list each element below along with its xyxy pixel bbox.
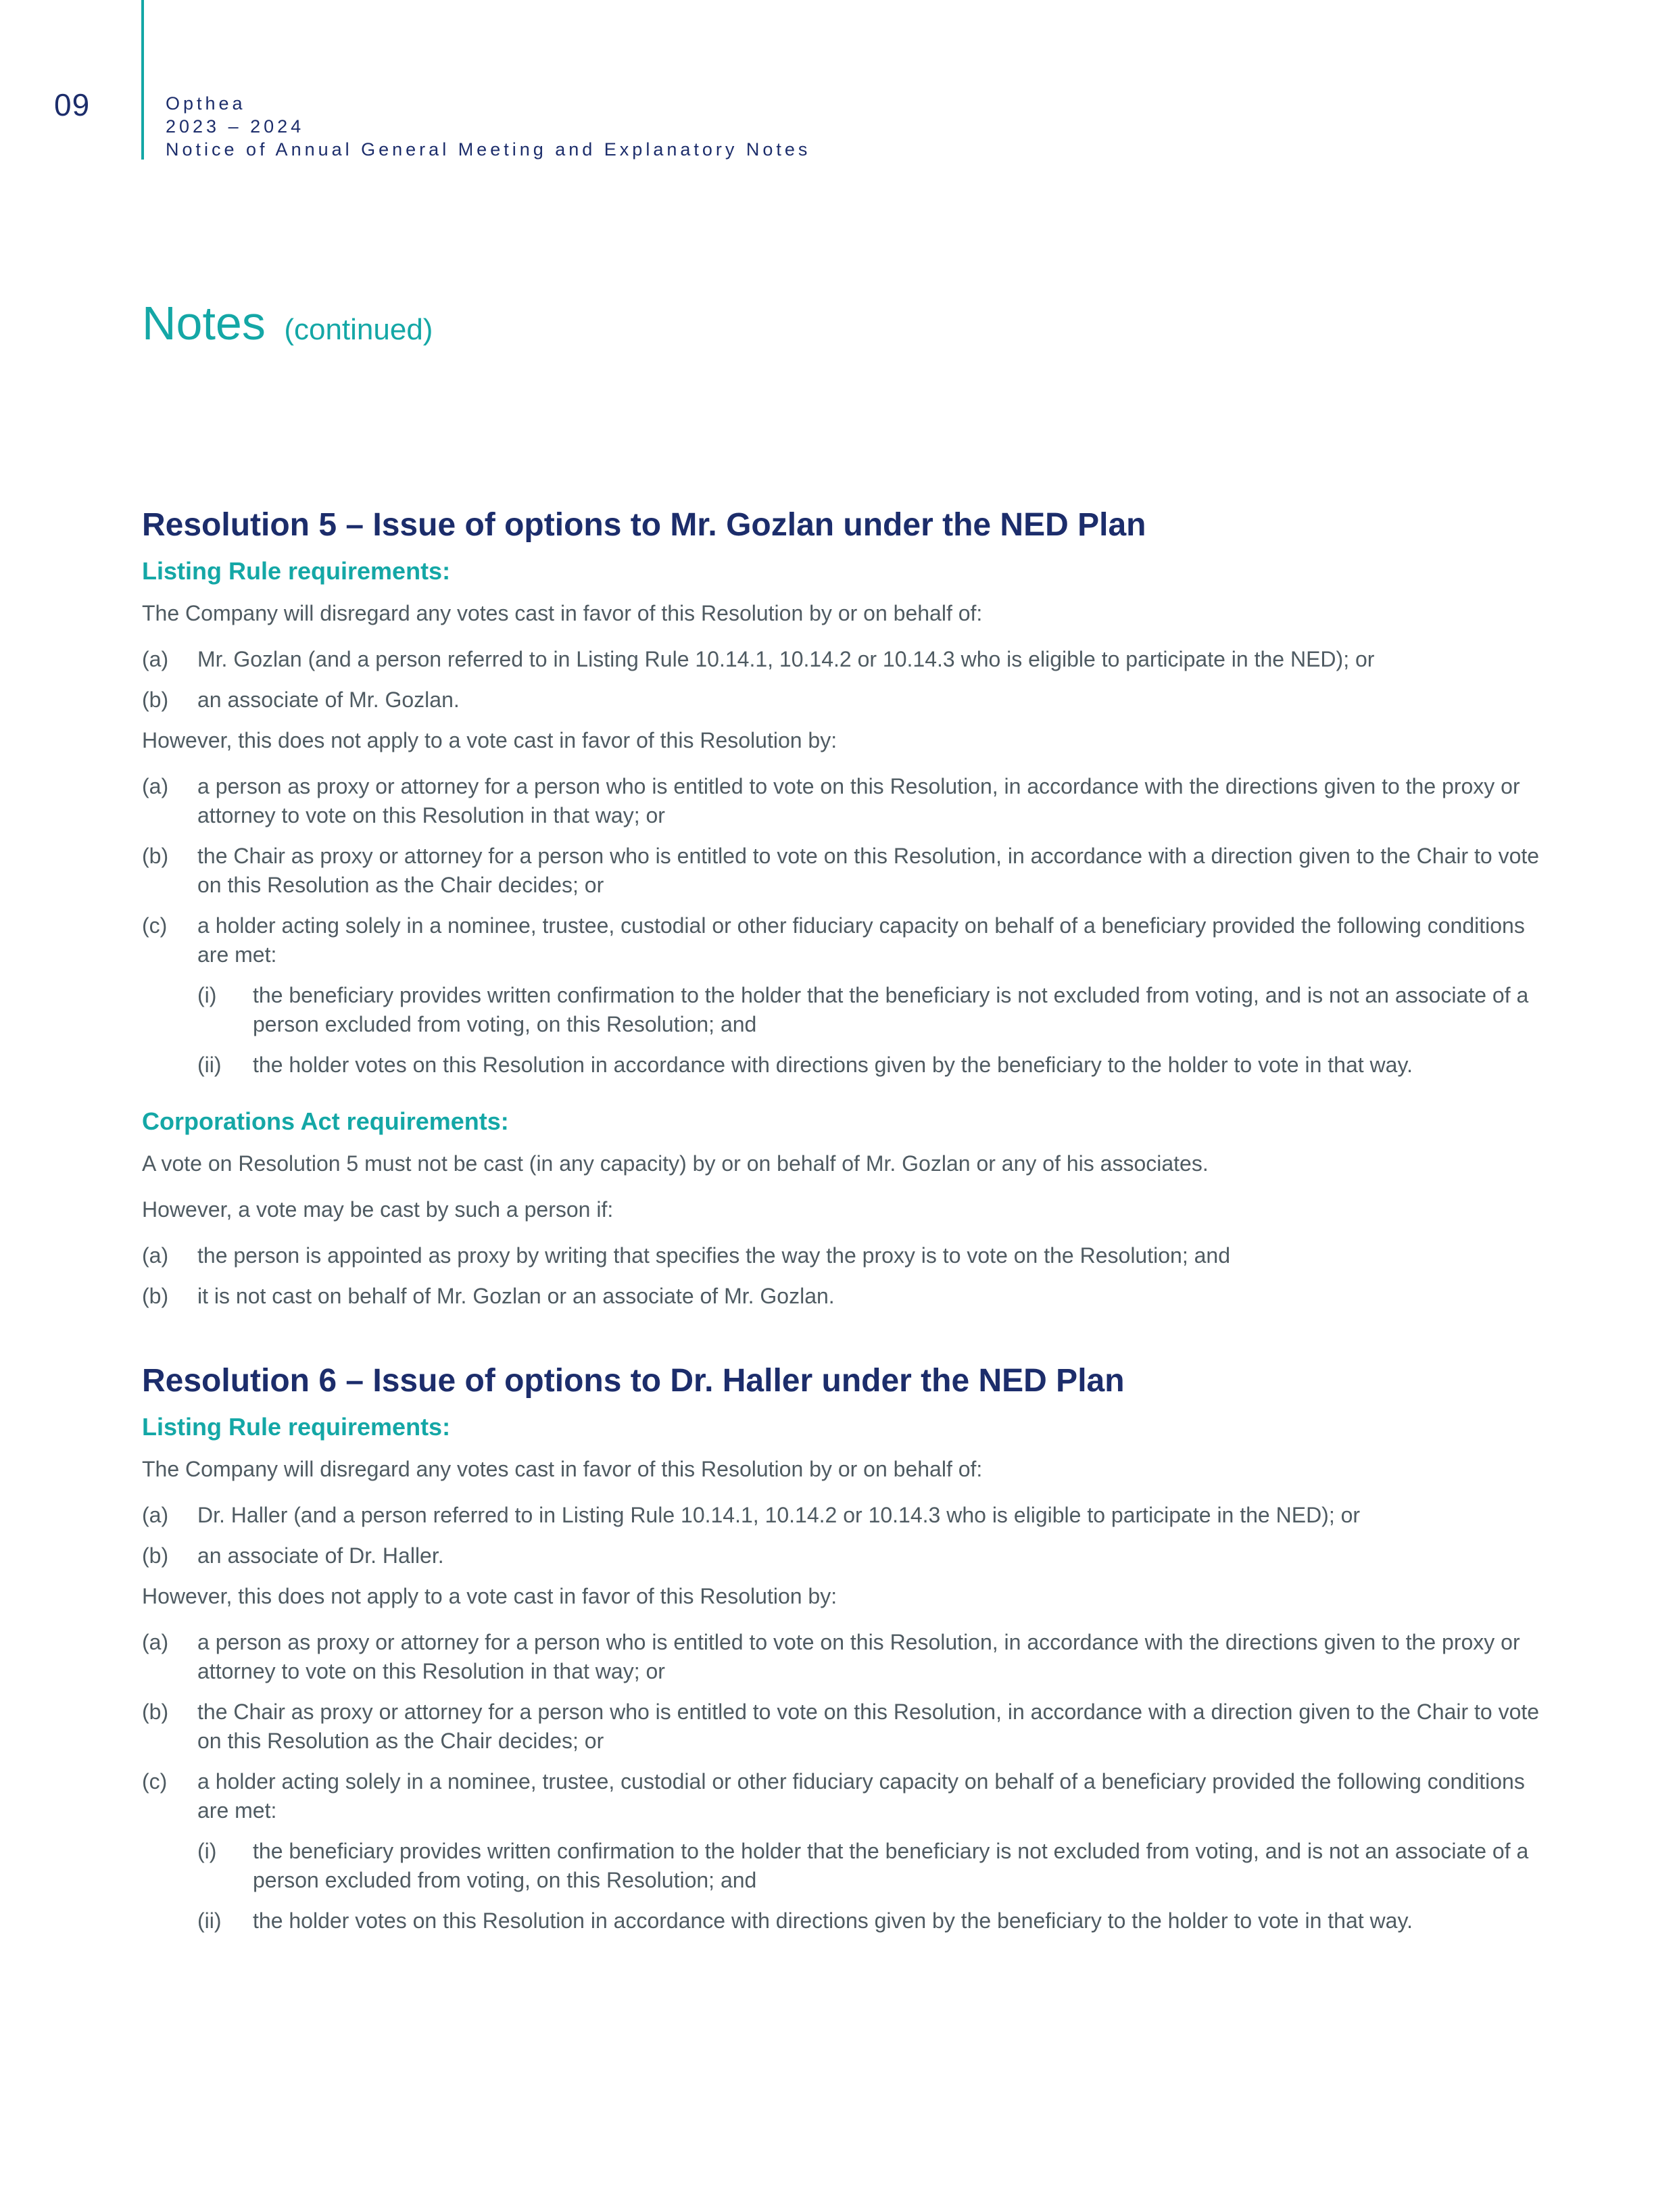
resolution-5-corporations-intro: A vote on Resolution 5 must not be cast (in any capacity) by or on behalf of Mr. Gozlan or any of his associates. <box>142 1151 1209 1176</box>
resolution-5-section <box>142 506 1561 1311</box>
resolution-6-however: However, this does not apply to a vote cast in favor of this Resolution by: <box>142 1584 837 1608</box>
list-item: (c) a holder acting solely in a nominee, trustee, custodial or other fiduciary capacity on behalf of a beneficiary provided the following conditions are met: <box>142 913 1525 967</box>
page-title-sub: (continued) <box>284 313 433 346</box>
report-years: 2023 – 2024 <box>166 116 305 137</box>
page-title-main: Notes <box>142 297 266 350</box>
company-name: Opthea <box>166 93 246 114</box>
resolution-5-title: Resolution 5 – Issue of options to Mr. Gozlan under the NED Plan <box>142 507 1146 543</box>
list-item: (b) an associate of Mr. Gozlan. <box>142 688 460 712</box>
list-item: (b) it is not cast on behalf of Mr. Gozlan or an associate of Mr. Gozlan. <box>142 1284 835 1308</box>
list-item: (c) a holder acting solely in a nominee, trustee, custodial or other fiduciary capacity on behalf of a beneficiary provided the following conditions are met: <box>142 1769 1525 1823</box>
list-item: (a) a person as proxy or attorney for a person who is entitled to vote on this Resolution, in accordance with the directions given to the proxy or attorney to vote on this Resolution in that way; or <box>142 1630 1520 1683</box>
resolution-5-corporations-heading: Corporations Act requirements: <box>142 1107 509 1135</box>
header-rule <box>141 0 144 160</box>
document-title: Notice of Annual General Meeting and Explanatory Notes <box>166 139 811 160</box>
resolution-5-corporations-however: However, a vote may be cast by such a person if: <box>142 1197 614 1222</box>
resolution-5-listing-intro: The Company will disregard any votes cast in favor of this Resolution by or on behalf of: <box>142 601 983 625</box>
page-number: 09 <box>54 87 91 122</box>
list-item: (a) the person is appointed as proxy by writing that specifies the way the proxy is to vote on the Resolution; and <box>142 1243 1230 1268</box>
resolution-6-listing-intro: The Company will disregard any votes cast in favor of this Resolution by or on behalf of: <box>142 1457 983 1481</box>
resolution-6-title: Resolution 6 – Issue of options to Dr. Haller under the NED Plan <box>142 1363 1125 1399</box>
resolution-6-section <box>142 1362 1561 1936</box>
sub-list-item: (i) the beneficiary provides written confirmation to the holder that the beneficiary is not excluded from voting, and is not an associate of a person excluded from voting, on this Resolution; and <box>197 983 1529 1036</box>
list-item: (b) the Chair as proxy or attorney for a person who is entitled to vote on this Resolution, in accordance with a direction given to the Chair to vote on this Resolution as the Chair decides; or <box>142 844 1540 897</box>
document-header <box>166 92 810 161</box>
list-item: (a) Mr. Gozlan (and a person referred to in Listing Rule 10.14.1, 10.14.2 or 10.14.3 who is eligible to participate in the NED); or <box>142 647 1375 671</box>
sub-list-item: (ii) the holder votes on this Resolution in accordance with directions given by the beneficiary to the holder to vote in that way. <box>197 1053 1413 1077</box>
list-item: (b) an associate of Dr. Haller. <box>142 1543 444 1568</box>
sub-list-item: (ii) the holder votes on this Resolution in accordance with directions given by the beneficiary to the holder to vote in that way. <box>197 1908 1413 1933</box>
page-content <box>142 506 1561 1947</box>
list-item: (a) Dr. Haller (and a person referred to in Listing Rule 10.14.1, 10.14.2 or 10.14.3 who is eligible to participate in the NED); or <box>142 1503 1361 1527</box>
resolution-5-however: However, this does not apply to a vote cast in favor of this Resolution by: <box>142 728 837 752</box>
sub-list-item: (i) the beneficiary provides written confirmation to the holder that the beneficiary is not excluded from voting, and is not an associate of a person excluded from voting, on this Resolution; and <box>197 1839 1529 1892</box>
list-item: (b) the Chair as proxy or attorney for a person who is entitled to vote on this Resolution, in accordance with a direction given to the Chair to vote on this Resolution as the Chair decides; or <box>142 1700 1540 1753</box>
page-title <box>142 296 433 350</box>
list-item: (a) a person as proxy or attorney for a person who is entitled to vote on this Resolution, in accordance with the directions given to the proxy or attorney to vote on this Resolution in that way; or <box>142 774 1520 827</box>
resolution-6-listing-heading: Listing Rule requirements: <box>142 1413 451 1441</box>
resolution-5-listing-heading: Listing Rule requirements: <box>142 557 451 585</box>
